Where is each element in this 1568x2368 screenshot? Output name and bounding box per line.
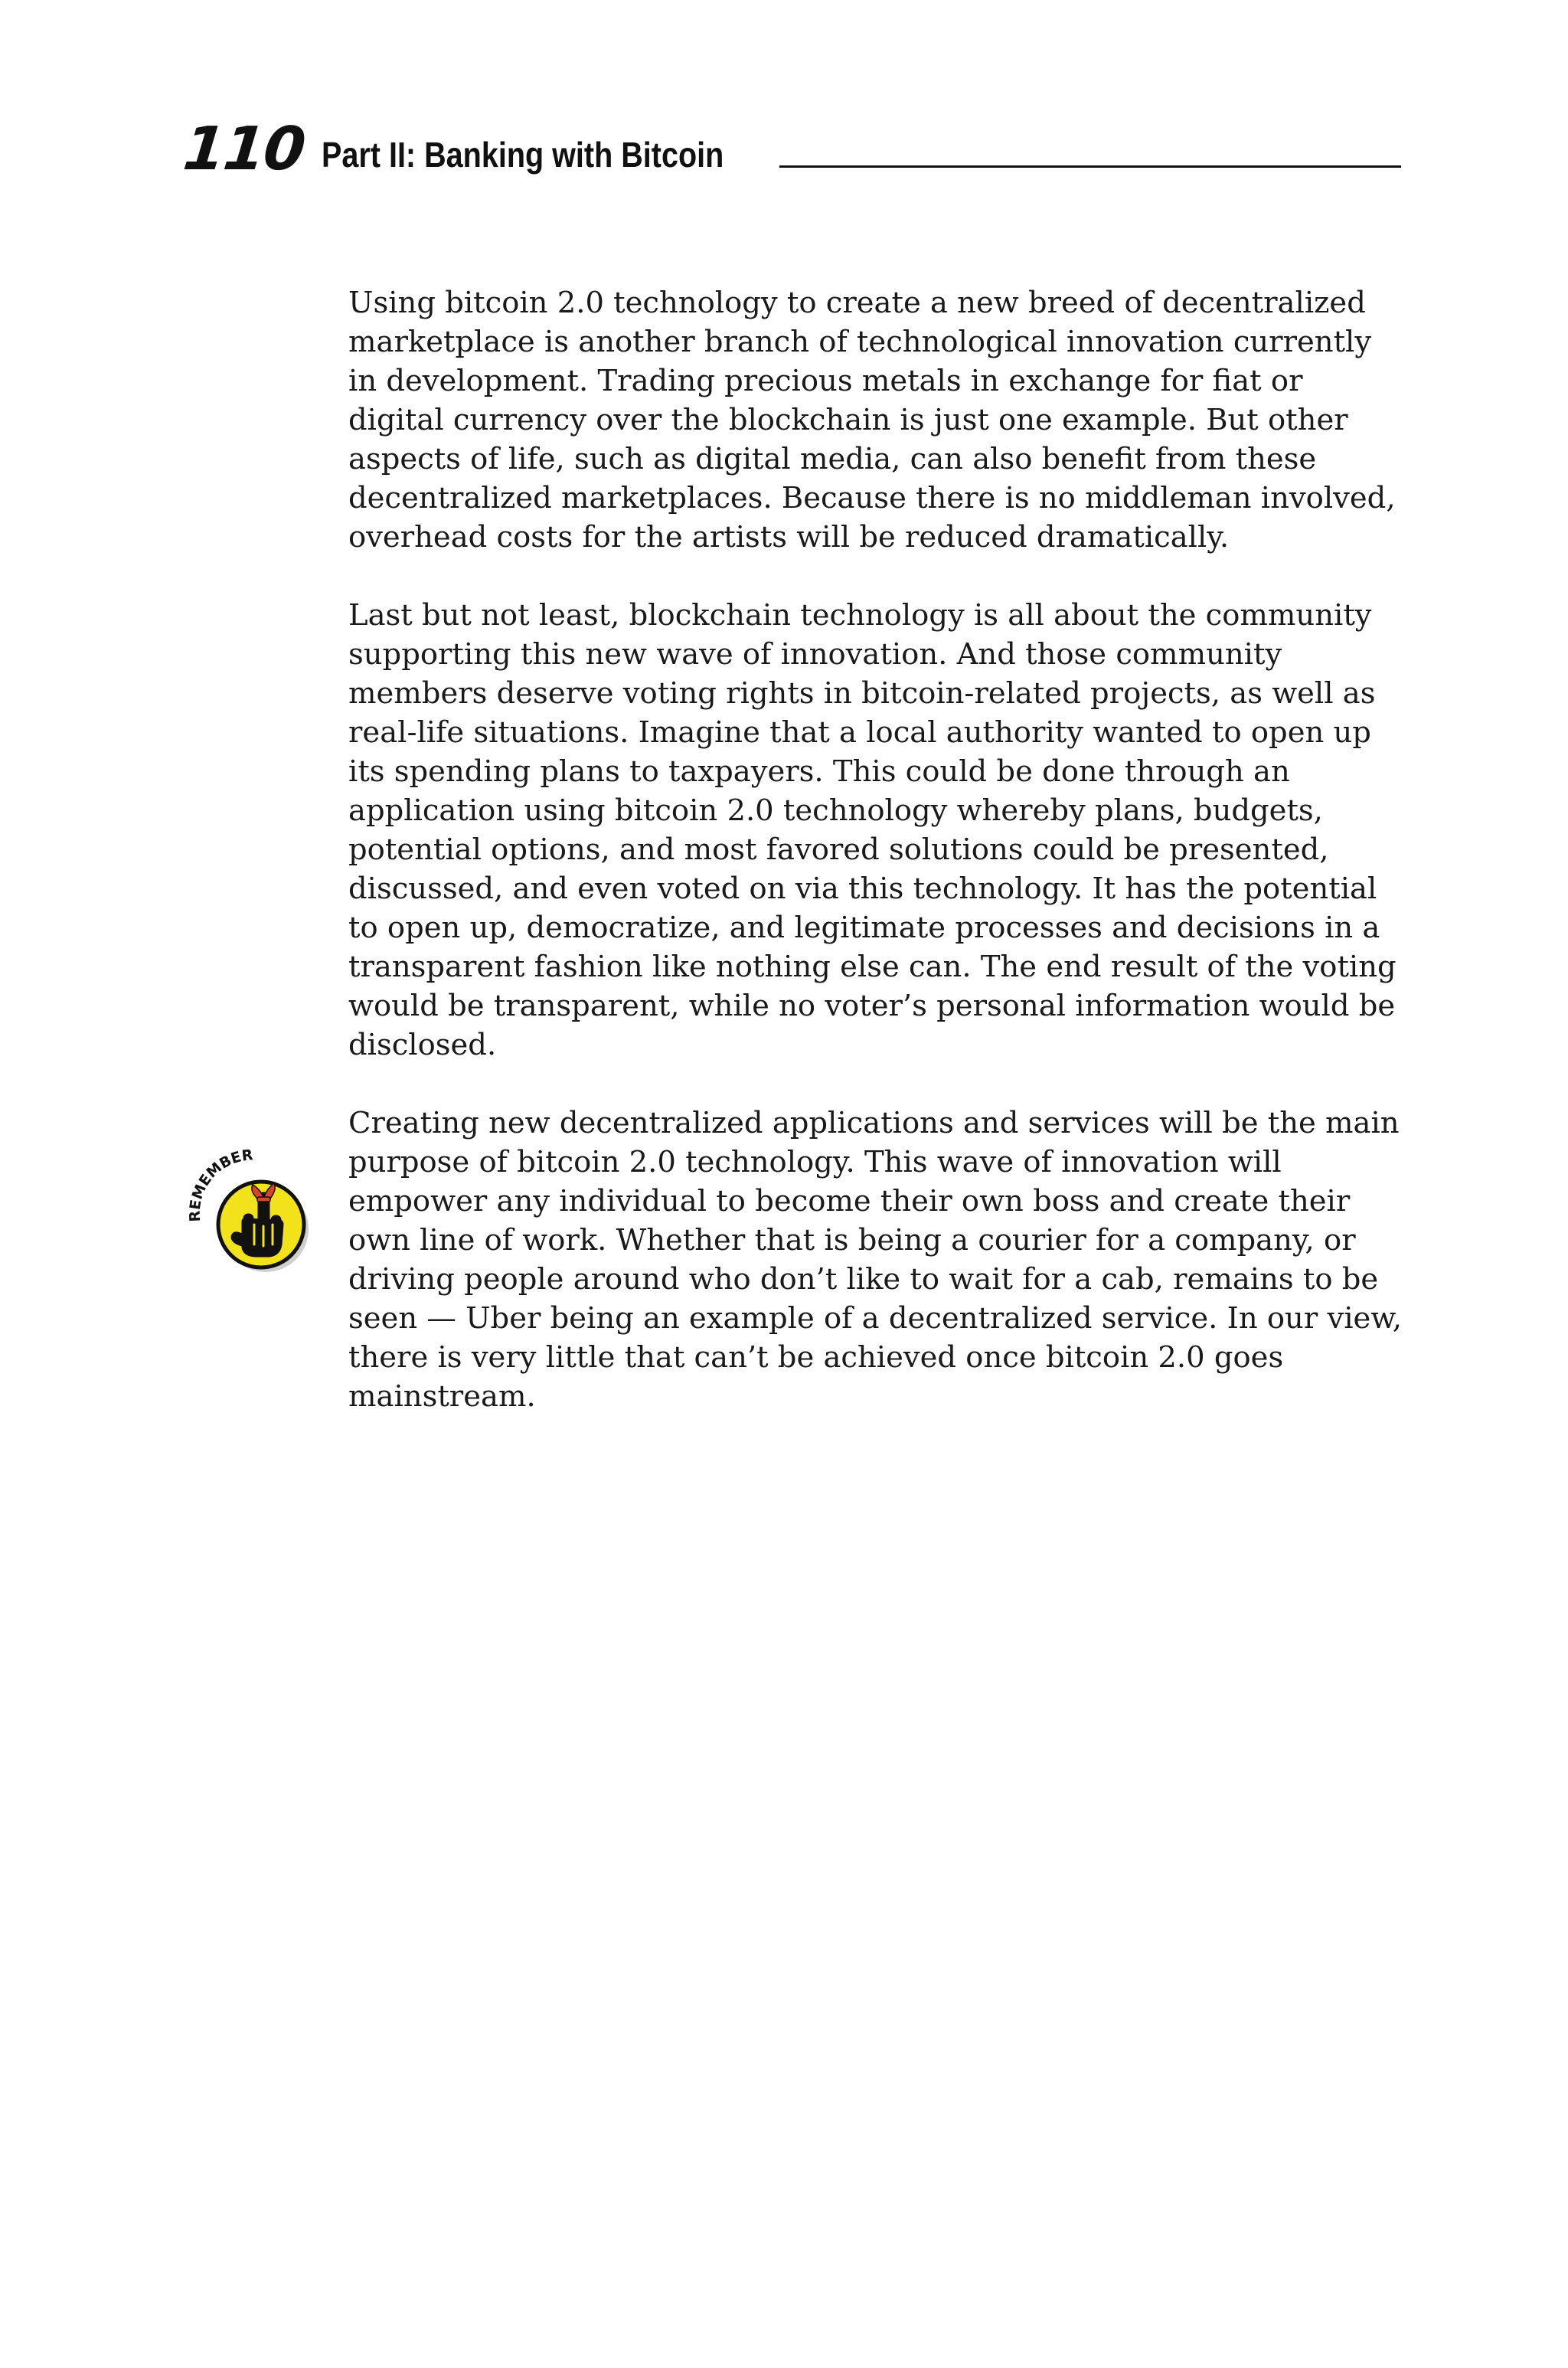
paragraph-community-voting: Last but not least, blockchain technology is all about the community supporting this new wave of innovation. And those community members deserve voting rights in bitcoin-related projects, as well as real-life situations. Imagine that a local authority wanted to open up its spending plans to taxpayers. This could be done through an application using bitcoin 2.0 technology whereby plans, budgets, potential options, and most favored solutions could be presented, discussed, and even voted on via this technology. It has the potential to open up, democratize, and legitimate processes and decisions in a transparent fashion like nothing else can. The end result of the voting would be transparent, while no voter’s personal information would be disclosed.	[348, 598, 1396, 1062]
body-text	[348, 283, 1405, 1455]
page-header	[180, 115, 1401, 184]
running-head: Part II: Banking with Bitcoin	[322, 135, 724, 175]
paragraph-remember-decentralized-applications: Creating new decentralized applications and services will be the main purpose of bitcoin 2.0 technology. This wave of innovation will empower any individual to become their own boss and create their own line of work. Whether that is being a courier for a company, or driving people around who don’t like to wait for a cab, remains to be seen — Uber being an example of a decentralized service. In our view, there is very little that can’t be achieved once bitcoin 2.0 goes mainstream.	[348, 1106, 1402, 1414]
remember-icon-graphic	[184, 1145, 322, 1283]
header-rule	[779, 165, 1401, 168]
remember-hand-icon	[184, 1145, 322, 1283]
page-number: 110	[180, 115, 308, 184]
paragraph-decentralized-marketplace: Using bitcoin 2.0 technology to create a new breed of decentralized marketplace is another branch of technological innovation currently in development. Trading precious metals in exchange for fiat or digital currency over the blockchain is just one example. But other aspects of life, such as digital media, can also benefit from these decentralized marketplaces. Because there is no middleman involved, overhead costs for the artists will be reduced dramatically.	[348, 286, 1396, 554]
remember-label: REMEMBER	[186, 1146, 254, 1222]
